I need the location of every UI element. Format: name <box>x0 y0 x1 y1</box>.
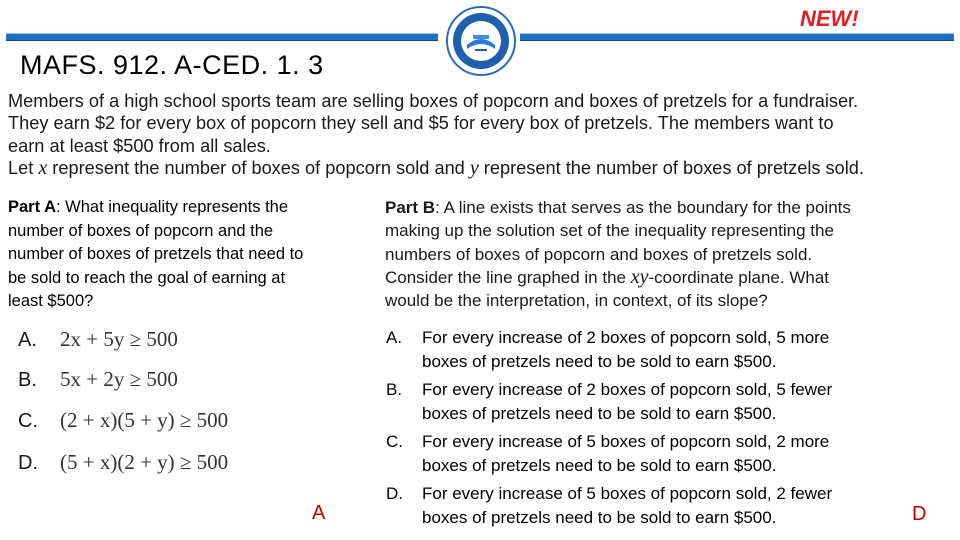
part-a-text: : What inequality represents the <box>56 198 289 216</box>
part-a-choice-d[interactable] <box>18 450 228 475</box>
header-rule-left <box>6 33 438 41</box>
choice-text: boxes of pretzels need to be sold to earn $500. <box>422 455 777 475</box>
problem-line: Members of a high school sports team are selling boxes of popcorn and boxes of pretzels for a fundraiser. <box>8 91 859 111</box>
variable-xy: xy <box>630 265 649 288</box>
problem-text: represent the number of boxes of popcorn sold and <box>47 157 470 178</box>
choice-letter: B. <box>386 380 403 399</box>
choice-text: For every increase of 2 boxes of popcorn sold, 5 fewer <box>422 380 833 399</box>
part-b-answer: D <box>912 503 927 525</box>
part-a-line: number of boxes of popcorn and the <box>8 221 274 240</box>
choice-letter: C. <box>18 410 38 432</box>
part-b-line: making up the solution set of the inequality representing the <box>385 221 834 241</box>
part-b-choice-d[interactable] <box>386 482 926 529</box>
problem-line <box>8 157 958 179</box>
variable-x: x <box>38 156 48 179</box>
choice-expression: (5 + x)(2 + y) ≥ 500 <box>60 450 229 474</box>
choice-text: boxes of pretzels need to be sold to earn $500. <box>422 351 777 371</box>
part-b-line <box>385 196 955 219</box>
choice-text: boxes of pretzels need to be sold to earn $500. <box>422 403 777 423</box>
part-a-choice-b[interactable] <box>18 367 178 392</box>
part-b-choice-b[interactable] <box>386 378 926 425</box>
part-b-line <box>385 266 955 289</box>
part-a-choice-c[interactable] <box>18 408 228 433</box>
part-b-line: numbers of boxes of popcorn and boxes of pretzels sold. <box>385 244 813 264</box>
part-a-answer: A <box>312 502 326 524</box>
problem-line: earn at least $500 from all sales. <box>8 135 271 156</box>
part-b-text: -coordinate plane. What <box>648 267 829 287</box>
choice-letter: A. <box>386 328 403 347</box>
choice-letter: A. <box>18 329 37 351</box>
part-a-line: least $500? <box>8 292 94 310</box>
school-district-seal-icon <box>445 5 517 77</box>
problem-line: They earn $2 for every box of popcorn they sell and $5 for every box of pretzels. The members want to <box>8 113 834 134</box>
choice-text: For every increase of 5 boxes of popcorn sold, 2 fewer <box>422 484 833 503</box>
choice-expression: (2 + x)(5 + y) ≥ 500 <box>60 408 229 432</box>
header-rule-right <box>520 33 954 41</box>
part-a-line: number of boxes of pretzels that need to <box>8 245 304 263</box>
choice-text: boxes of pretzels need to be sold to earn $500. <box>422 507 777 527</box>
part-a-line <box>8 196 373 220</box>
problem-text: Let <box>8 157 39 178</box>
part-b-line: would be the interpretation, in context, of its slope? <box>385 291 768 311</box>
standard-code: MAFS. 912. A-CED. 1. 3 <box>20 50 324 80</box>
choice-letter: B. <box>18 369 37 391</box>
part-b-choice-c[interactable] <box>386 430 926 477</box>
part-b-label: Part B <box>385 198 436 217</box>
part-b-text: Consider the line graphed in the <box>385 267 631 287</box>
part-b-text: : A line exists that serves as the boundary for the points <box>435 198 851 217</box>
part-a-label: Part A <box>8 198 56 216</box>
new-label: NEW! <box>800 6 859 31</box>
part-a-choice-a[interactable] <box>18 327 178 352</box>
part-a-question <box>8 196 373 314</box>
choice-expression: 2x + 5y ≥ 500 <box>60 327 178 351</box>
part-b-question <box>385 196 955 312</box>
part-b-choice-a[interactable] <box>386 326 926 373</box>
choice-letter: D. <box>18 452 38 474</box>
choice-text: For every increase of 5 boxes of popcorn sold, 2 more <box>422 432 830 451</box>
choice-letter: C. <box>386 432 403 451</box>
choice-expression: 5x + 2y ≥ 500 <box>60 367 178 391</box>
variable-y: y <box>469 156 479 179</box>
problem-statement <box>8 90 958 179</box>
problem-text: represent the number of boxes of pretzels sold. <box>478 157 864 178</box>
part-a-line: be sold to reach the goal of earning at <box>8 268 286 287</box>
choice-letter: D. <box>386 484 403 503</box>
choice-text: For every increase of 2 boxes of popcorn sold, 5 more <box>422 328 830 347</box>
